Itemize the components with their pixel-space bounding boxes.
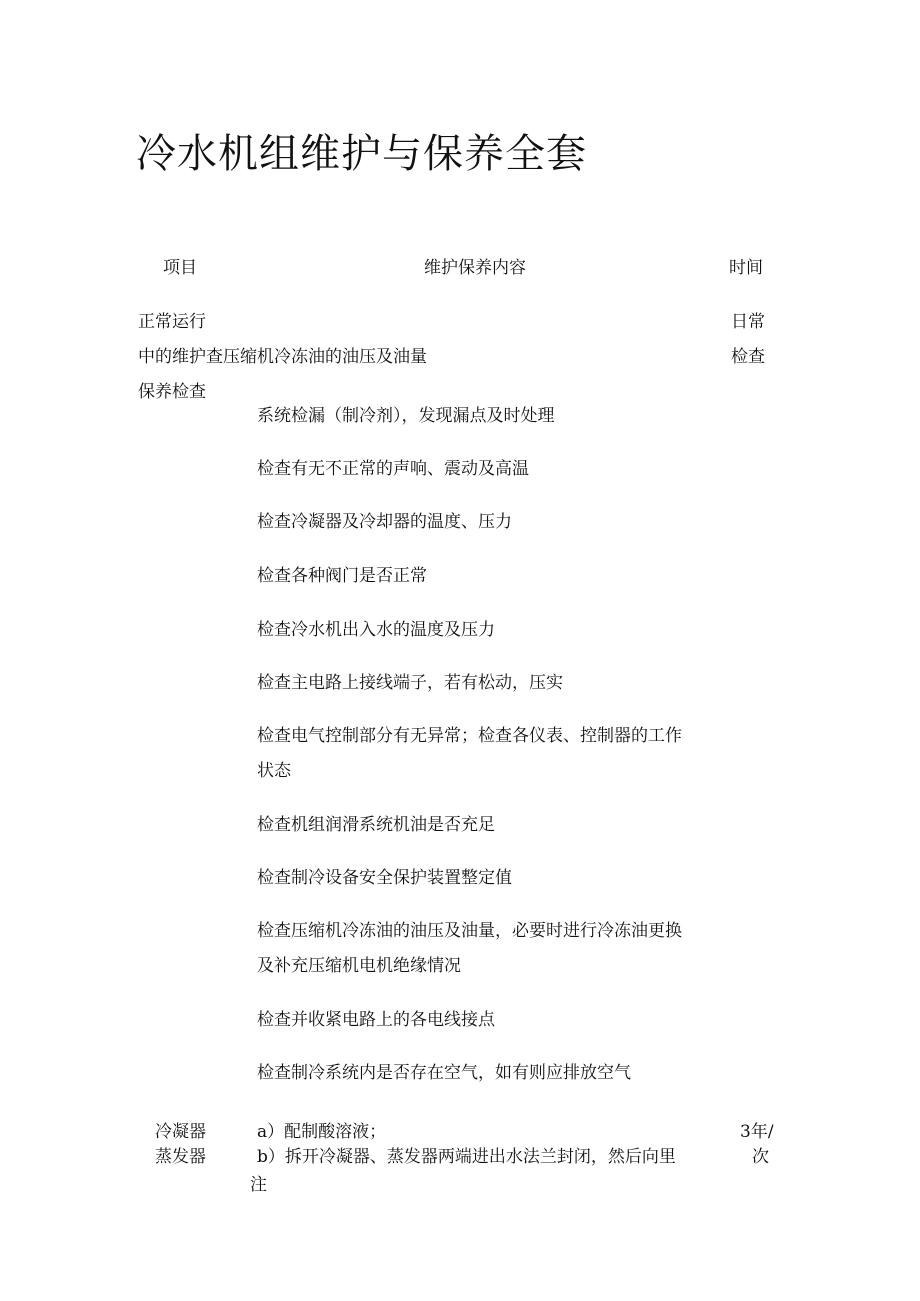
daily-content-item: 检查并收紧电路上的各电线接点 <box>257 1010 495 1030</box>
header-content: 维护保养内容 <box>424 258 526 278</box>
condenser-content-line: a）配制酸溶液； <box>257 1122 387 1142</box>
daily-item-line-2: 中的维护 <box>138 347 206 367</box>
daily-content-item: 状态 <box>257 761 291 781</box>
condenser-item-line-1: 冷凝器 <box>155 1122 206 1142</box>
daily-time-line-2: 检查 <box>731 347 765 367</box>
daily-content-item: 检查有无不正常的声响、震动及高温 <box>257 459 529 479</box>
daily-content-item: 检查机组润滑系统机油是否充足 <box>257 815 495 835</box>
condenser-item-line-2: 蒸发器 <box>155 1147 206 1167</box>
header-item: 项目 <box>163 258 197 278</box>
daily-content-item: 检查制冷设备安全保护装置整定值 <box>257 868 512 888</box>
daily-content-first: 查压缩机冷冻油的油压及油量 <box>206 347 427 367</box>
header-time: 时间 <box>729 258 763 278</box>
daily-item-line-3: 保养检查 <box>138 382 206 402</box>
daily-content-item: 检查冷凝器及冷却器的温度、压力 <box>257 512 512 532</box>
daily-content-item: 系统检漏（制冷剂），发现漏点及时处理 <box>257 406 555 426</box>
daily-content-item: 检查电气控制部分有无异常；检查各仪表、控制器的工作 <box>257 726 682 746</box>
daily-item-line-1: 正常运行 <box>138 312 206 332</box>
cut-off-text: 注 <box>250 1175 267 1195</box>
condenser-content-line: b）拆开冷凝器、蒸发器两端进出水法兰封闭，然后向里 <box>257 1147 676 1167</box>
daily-time-line-1: 日常 <box>731 312 765 332</box>
condenser-time-line-2: 次 <box>752 1147 769 1167</box>
daily-content-item: 检查各种阀门是否正常 <box>257 566 427 586</box>
daily-content-item: 及补充压缩机电机绝缘情况 <box>257 956 461 976</box>
daily-content-item: 检查主电路上接线端子，若有松动，压实 <box>257 673 563 693</box>
condenser-time-line-1: 3年/ <box>740 1122 774 1142</box>
daily-content-item: 检查压缩机冷冻油的油压及油量，必要时进行冷冻油更换 <box>257 921 682 941</box>
cut-off-text-fragment <box>250 1170 280 1195</box>
daily-content-item: 检查冷水机出入水的温度及压力 <box>257 620 495 640</box>
daily-content-item: 检查制冷系统内是否存在空气，如有则应排放空气 <box>257 1063 631 1083</box>
document-title: 冷水机组维护与保养全套 <box>136 131 587 177</box>
